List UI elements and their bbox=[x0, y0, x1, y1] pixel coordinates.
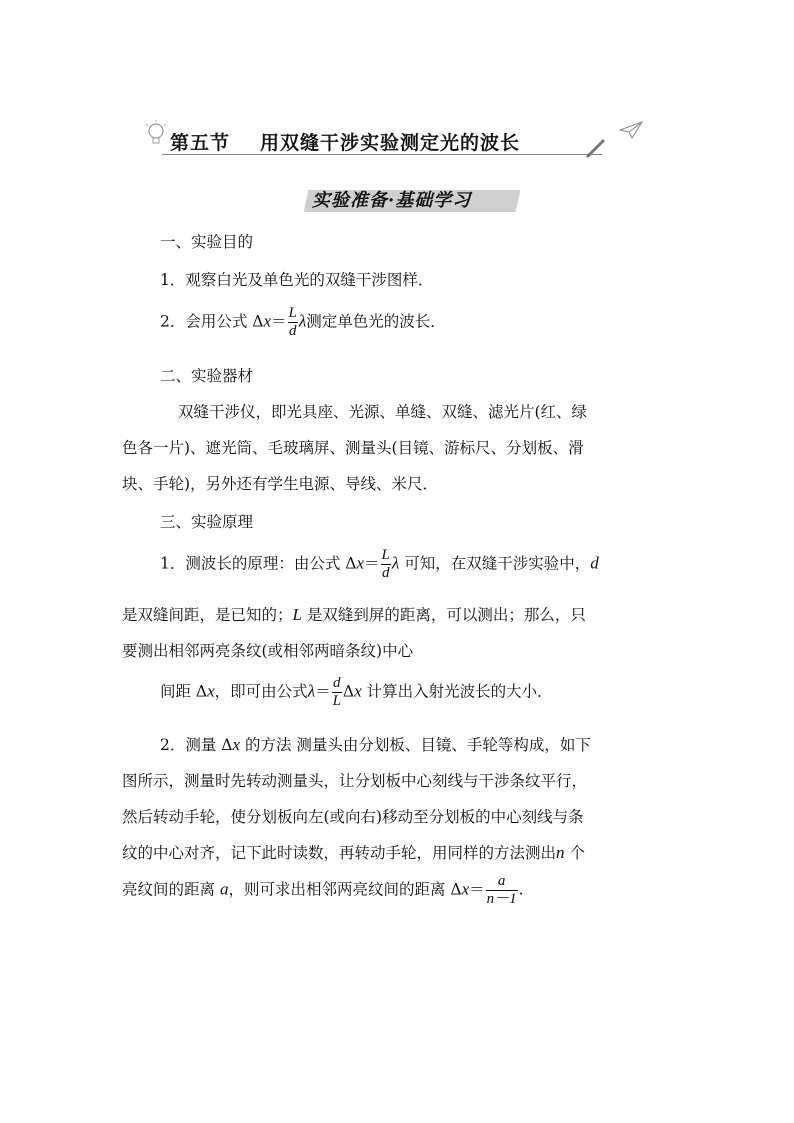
equipment-line-1: 双缝干涉仪，即光具座、光源、单缝、双缝、滤光片(红、绿 bbox=[178, 403, 588, 421]
lightbulb-icon bbox=[144, 120, 168, 150]
fraction-a-over-n-minus-1: $\frac{a}{n-1}$ bbox=[486, 873, 517, 907]
equipment-line-3: 块、手轮)，另外还有学生电源、导线、米尺． bbox=[122, 475, 439, 493]
title-section-number: 第五节 bbox=[170, 132, 231, 154]
pencil-icon bbox=[584, 134, 610, 160]
paper-plane-icon bbox=[618, 120, 644, 140]
purpose-item-1: 1．观察白光及单色光的双缝干涉图样． bbox=[160, 271, 434, 289]
principle-p2-line-5: 亮纹间的距离 a，则可求出相邻两亮纹间的距离 Δx＝ $\frac{a}{n-1}$ . bbox=[122, 873, 524, 907]
section-title bbox=[148, 116, 648, 166]
equipment-line-2: 色各一片)、遮光筒、毛玻璃屏、测量头(目镜、游标尺、分划板、滑 bbox=[122, 439, 584, 457]
principle-p2-line-2: 图所示，测量时先转动测量头，让分划板中心刻线与干涉条纹平行， bbox=[122, 772, 588, 790]
fraction-L-over-d-2: $\frac{L}{d}$ bbox=[381, 547, 390, 581]
principle-p1-line-3: 要测出相邻两亮条纹(或相邻两暗条纹)中心 bbox=[122, 642, 414, 660]
heading-equipment: 二、实验器材 bbox=[160, 367, 254, 385]
principle-p2-line-4: 纹的中心对齐，记下此时读数，再转动手轮，用同样的方法测出n 个 bbox=[122, 843, 585, 862]
principle-p1-line-2: 是双缝间距，是已知的；L 是双缝到屏的距离，可以测出；那么，只 bbox=[122, 605, 586, 624]
title-main-text: 用双缝干涉实验测定光的波长 bbox=[260, 132, 521, 154]
heading-principle: 三、实验原理 bbox=[160, 513, 254, 531]
section-banner bbox=[312, 186, 471, 212]
principle-p1-line-4: 间距 Δx，即可由公式λ＝ $\frac{d}{L}$ Δx 计算出入射光波长的大小． bbox=[160, 675, 553, 709]
principle-p2-line-1: 2．测量 Δx 的方法 测量头由分划板、目镜、手轮等构成，如下 bbox=[160, 735, 591, 754]
title-underline bbox=[162, 154, 602, 155]
principle-p2-line-3: 然后转动手轮，使分划板向左(或向右)移动至分划板的中心刻线与条 bbox=[122, 808, 584, 826]
heading-purpose: 一、实验目的 bbox=[160, 233, 254, 251]
fraction-d-over-L: $\frac{d}{L}$ bbox=[332, 675, 341, 709]
principle-p1-line-1: 1．测波长的原理：由公式 Δx＝ $\frac{L}{d}$ λ 可知，在双缝干涉实验中，d bbox=[160, 547, 599, 581]
purpose-item-2: 2．会用公式 Δx＝ $\frac{L}{d}$ λ测定单色光的波长． bbox=[160, 305, 446, 339]
fraction-L-over-d: $\frac{L}{d}$ bbox=[288, 305, 297, 339]
banner-text: 实验准备·基础学习 bbox=[312, 190, 472, 211]
